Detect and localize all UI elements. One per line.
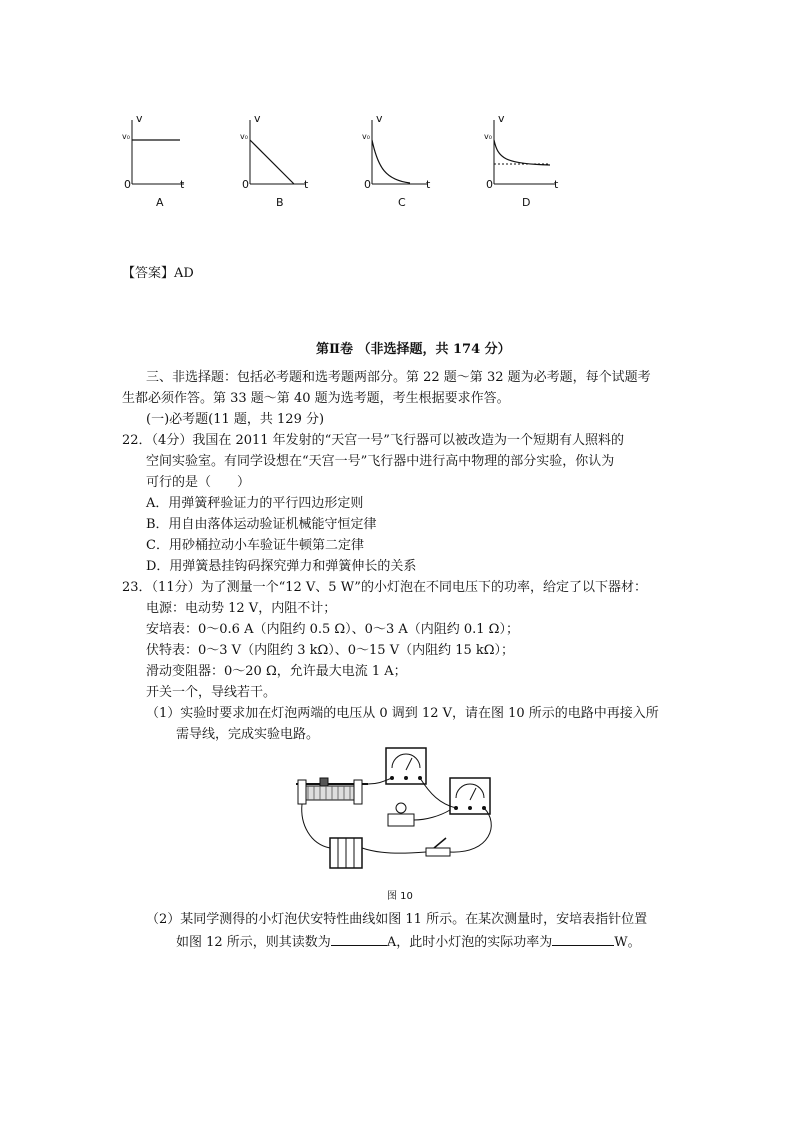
axis-y-label: v xyxy=(376,112,383,125)
axis-x-label: t xyxy=(554,178,559,191)
graph-d xyxy=(484,112,559,209)
q23-line-1: 23．（11分）为了测量一个“12 V、5 W”的小灯泡在不同电压下的功率，给定了以下器材： xyxy=(122,580,647,595)
origin-label: 0 xyxy=(242,178,249,191)
graph-label: D xyxy=(522,196,531,209)
v0-label: v₀ xyxy=(122,132,130,141)
graph-a xyxy=(122,112,192,209)
battery xyxy=(330,838,362,868)
q23-part2-line-2 xyxy=(176,931,641,953)
lamp xyxy=(388,803,414,826)
q22-option-c: C．用砂桶拉动小车验证牛顿第二定律 xyxy=(146,538,364,553)
origin-label: 0 xyxy=(486,178,493,191)
axis-y-label: v xyxy=(498,112,505,125)
q22-option-d: D．用弹簧悬挂钩码探究弹力和弹簧伸长的关系 xyxy=(146,559,417,574)
q23-part2-text-b: A，此时小灯泡的实际功率为 xyxy=(386,935,553,950)
q23-item-rheostat: 滑动变阻器：0～20 Ω，允许最大电流 1 A； xyxy=(146,664,407,679)
current-answer-blank[interactable] xyxy=(331,931,387,946)
q23-item-power: 电源：电动势 12 V，内阻不计； xyxy=(146,601,337,616)
section-title: 第Ⅱ卷 （非选择题，共 174 分） xyxy=(316,342,511,357)
graph-label: C xyxy=(398,196,406,209)
circuit-drawing xyxy=(290,744,520,880)
rheostat xyxy=(296,778,368,804)
graph-label: B xyxy=(276,196,284,209)
graph-c xyxy=(362,112,432,209)
axis-y-label: v xyxy=(136,112,143,125)
origin-label: 0 xyxy=(124,178,131,191)
v0-label: v₀ xyxy=(362,132,370,141)
graph-b-plot xyxy=(240,118,310,198)
graph-b xyxy=(240,112,310,209)
v0-label: v₀ xyxy=(240,132,248,141)
q23-part1-line-1: （1）实验时要求加在灯泡两端的电压从 0 调到 12 V，请在图 10 所示的电路中再接入所 xyxy=(146,706,659,721)
q22-line-2: 空间实验室。有同学设想在“天宫一号”飞行器中进行高中物理的部分实验，你认为 xyxy=(146,454,615,469)
circuit-figure xyxy=(290,744,520,880)
graph-label: A xyxy=(156,196,164,209)
axis-y-label: v xyxy=(254,112,261,125)
v0-label: v₀ xyxy=(484,132,492,141)
origin-label: 0 xyxy=(364,178,371,191)
axis-x-label: t xyxy=(426,178,431,191)
intro-line-2: 生都必须作答。第 33 题～第 40 题为选考题，考生根据要求作答。 xyxy=(122,391,510,406)
q22-line-1: 22．（4分）我国在 2011 年发射的“天宫一号”飞行器可以被改造为一个短期有人照料的 xyxy=(122,433,624,448)
answer: 【答案】AD xyxy=(122,266,194,281)
q22-option-a: A．用弹簧秤验证力的平行四边形定则 xyxy=(146,496,364,511)
q23-part2-line-1: （2）某同学测得的小灯泡伏安特性曲线如图 11 所示。在某次测量时，安培表指针位置 xyxy=(146,912,648,927)
graph-d-plot xyxy=(484,118,564,198)
q23-item-ammeter: 安培表：0～0.6 A（内阻约 0.5 Ω）、0～3 A（内阻约 0.1 Ω）； xyxy=(146,622,519,637)
graph-c-plot xyxy=(362,118,432,198)
q23-item-voltmeter: 伏特表：0～3 V（内阻约 3 kΩ）、0～15 V（内阻约 15 kΩ）； xyxy=(146,643,515,658)
q23-part1-line-2: 需导线，完成实验电路。 xyxy=(176,727,320,742)
q23-part2-text-c: W。 xyxy=(614,935,641,950)
q22-option-b: B．用自由落体运动验证机械能守恒定律 xyxy=(146,517,377,532)
q22-line-3: 可行的是（ ） xyxy=(146,475,251,490)
switch xyxy=(426,838,450,856)
power-answer-blank[interactable] xyxy=(552,931,614,946)
q23-part2-text-a: 如图 12 所示，则其读数为 xyxy=(176,935,331,950)
figure-10-caption: 图 10 xyxy=(387,891,413,902)
axis-x-label: t xyxy=(304,178,309,191)
required-header: (一)必考题(11 题，共 129 分) xyxy=(146,412,325,427)
intro-line-1: 三、非选择题：包括必考题和选考题两部分。第 22 题～第 32 题为必考题，每个试题考 xyxy=(146,370,651,385)
axis-x-label: t xyxy=(180,178,185,191)
q23-item-switch: 开关一个，导线若干。 xyxy=(146,685,277,700)
